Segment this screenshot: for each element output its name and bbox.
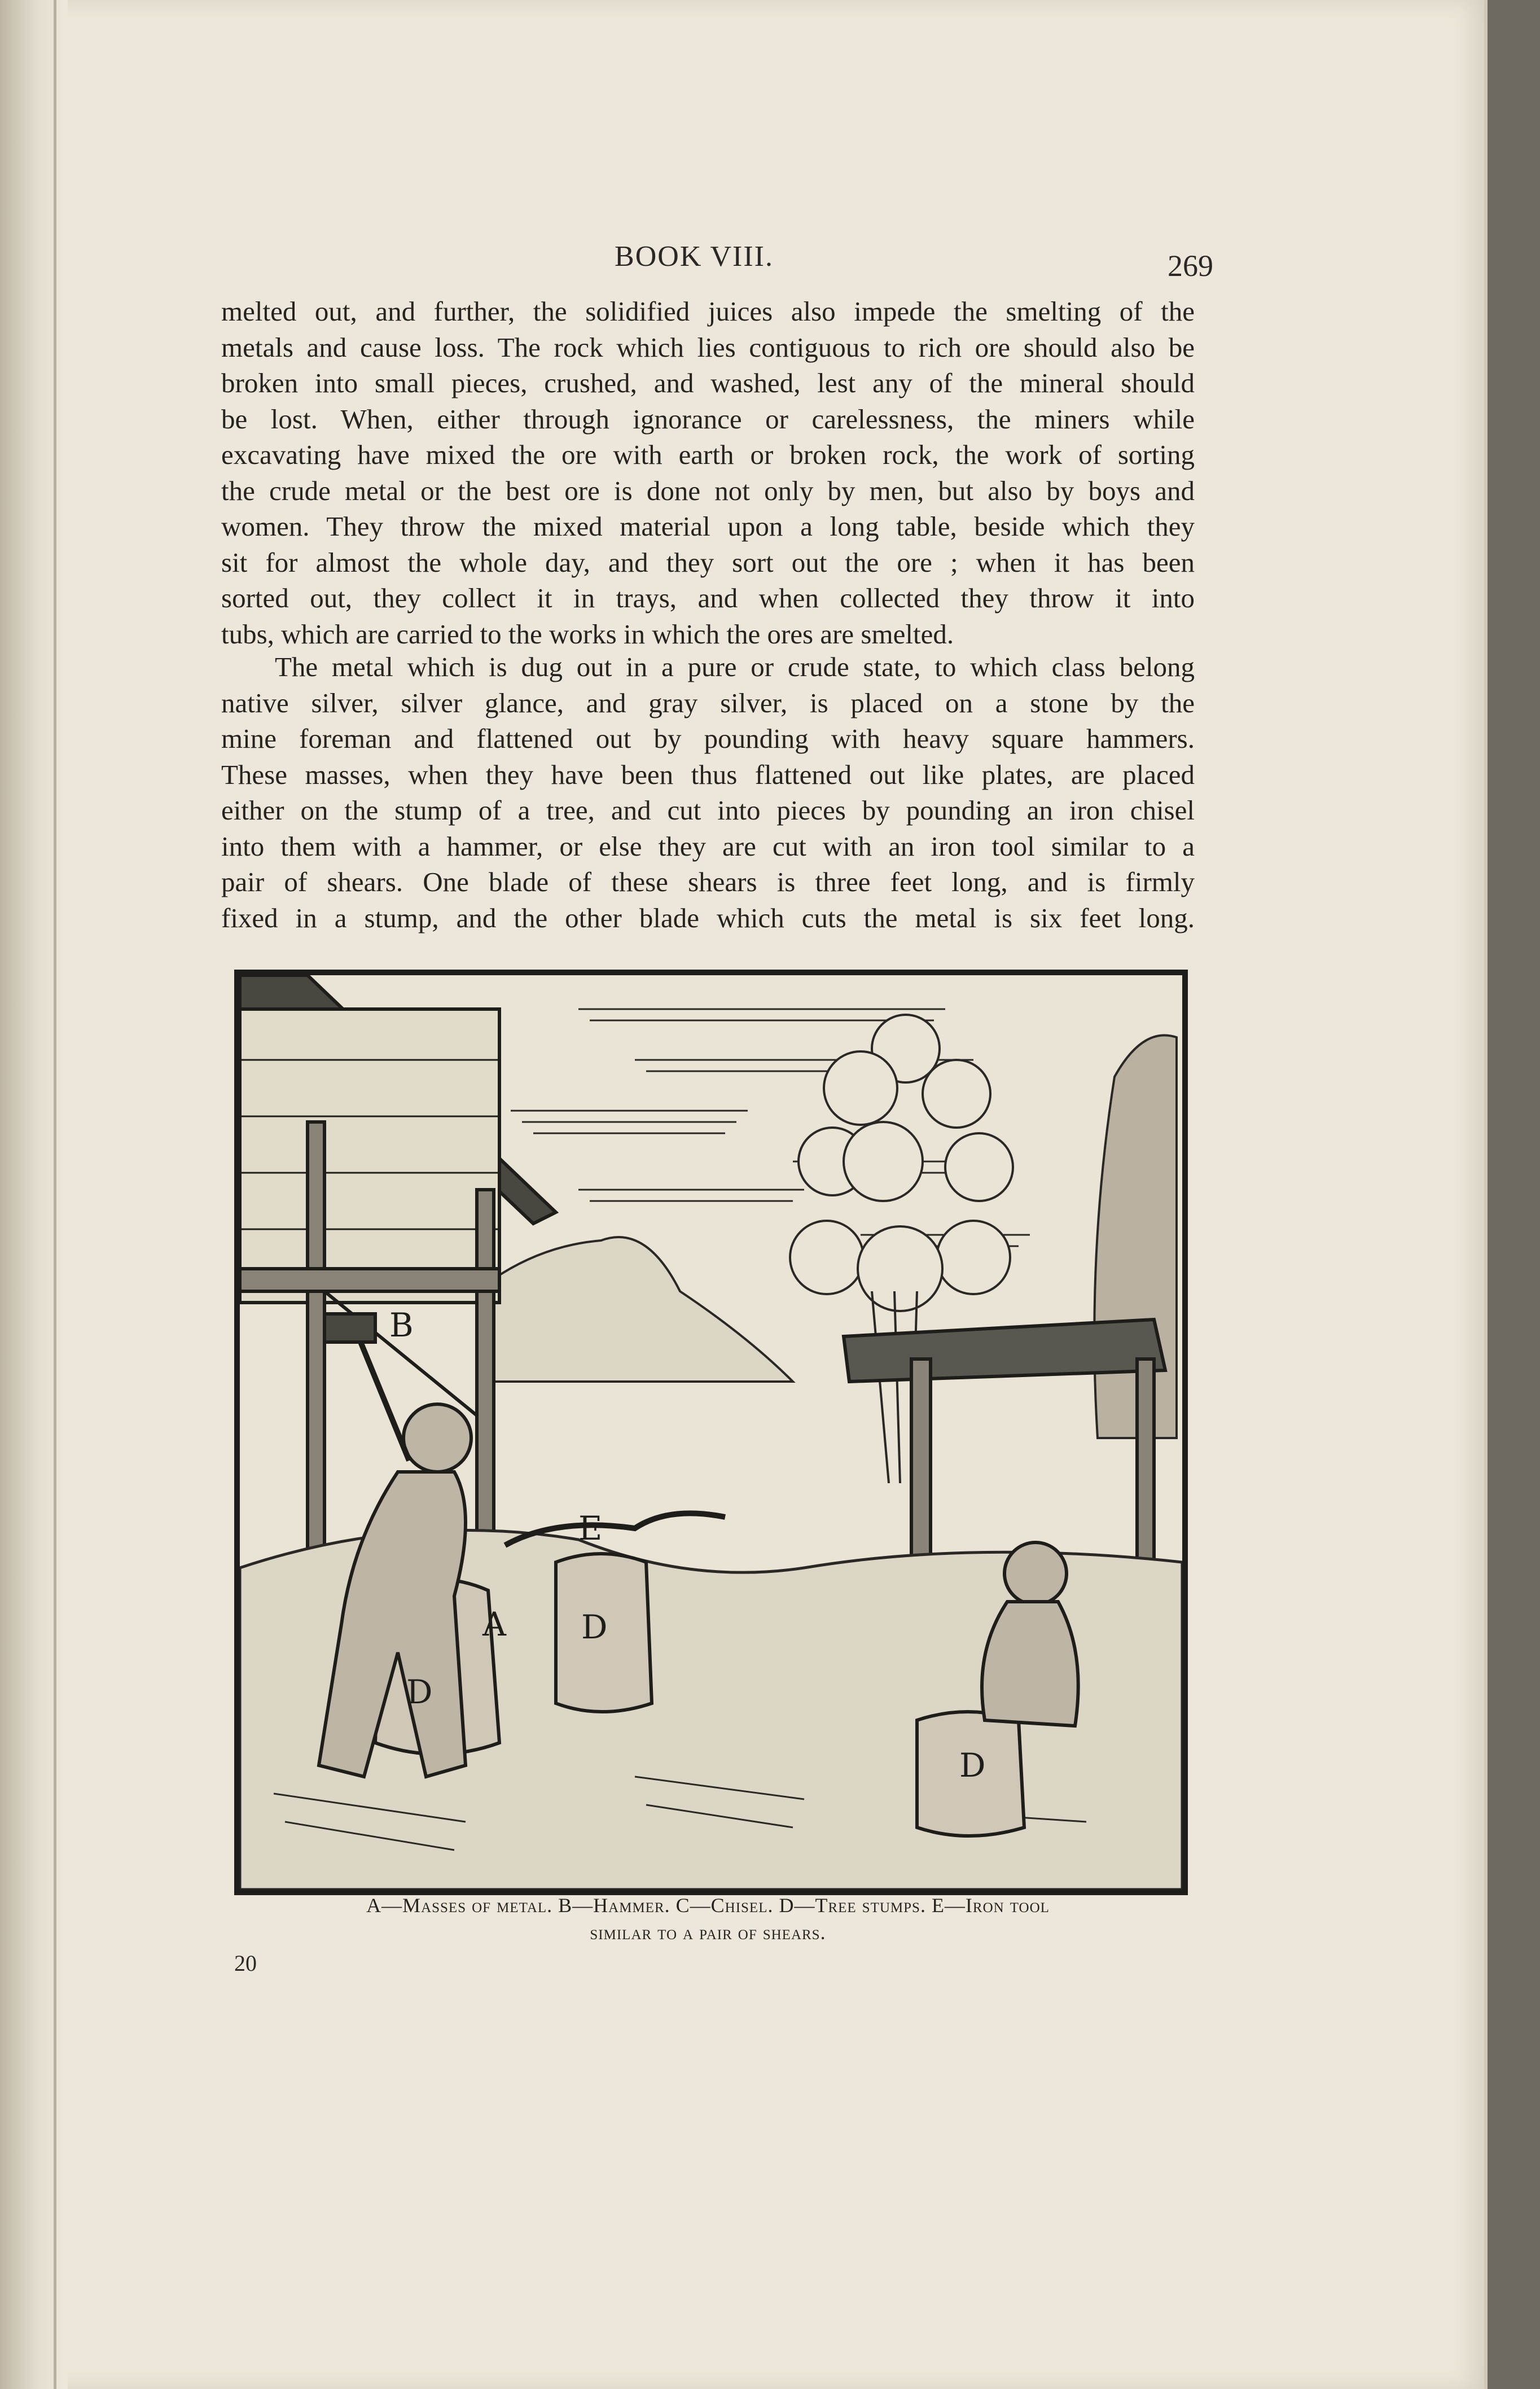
tree bbox=[790, 1015, 1013, 1483]
label-b: B bbox=[389, 1306, 414, 1344]
label-a: A bbox=[482, 1605, 506, 1643]
text-line: These masses, when they have been thus flattened out like plates, are placed bbox=[221, 759, 1195, 790]
label-d-left: D bbox=[406, 1673, 433, 1711]
mountain-left bbox=[477, 1237, 793, 1382]
woodcut-illustration bbox=[234, 970, 1188, 1895]
paragraph-1 bbox=[221, 293, 1195, 652]
page-gutter bbox=[0, 0, 68, 2389]
figure-caption bbox=[221, 1892, 1195, 1946]
text-line: tubs, which are carried to the works in which the ores are smelted. bbox=[221, 618, 954, 650]
label-e: E bbox=[578, 1509, 603, 1548]
text-line: women. They throw the mixed material upon a long table, beside which they bbox=[221, 511, 1195, 542]
caption-line-2: similar to a pair of shears. bbox=[590, 1921, 826, 1944]
page-number: 269 bbox=[1168, 249, 1213, 283]
label-d-center: D bbox=[581, 1608, 608, 1646]
text-line: mine foreman and flattened out by pounding with heavy square hammers. bbox=[221, 723, 1195, 754]
text-line: native silver, silver glance, and gray silver, is placed on a stone by the bbox=[221, 687, 1195, 718]
gutter-binding-line bbox=[54, 0, 56, 2389]
text-line: the crude metal or the best ore is done not only by men, but also by boys and bbox=[221, 475, 1195, 506]
label-d-right: D bbox=[959, 1746, 986, 1785]
text-line: fixed in a stump, and the other blade which cuts the metal is six feet long. bbox=[221, 902, 1195, 933]
text-line: pair of shears. One blade of these shears is three feet long, and is firmly bbox=[221, 866, 1195, 897]
text-line: sit for almost the whole day, and they sort out the ore ; when it has been bbox=[221, 546, 1195, 578]
text-line: metals and cause loss. The rock which lies contiguous to rich ore should also be bbox=[221, 331, 1195, 363]
text-line: either on the stump of a tree, and cut into pieces by pounding an iron chisel bbox=[221, 795, 1195, 826]
text-line: be lost. When, either through ignorance or carelessness, the miners while bbox=[221, 403, 1195, 435]
running-head: BOOK VIII. bbox=[615, 240, 774, 273]
text-line: sorted out, they collect it in trays, and when collected they throw it into bbox=[221, 582, 1195, 613]
woodcut-drawing bbox=[240, 975, 1182, 1890]
text-line: broken into small pieces, crushed, and washed, lest any of the mineral should bbox=[221, 367, 1195, 398]
paragraph-2 bbox=[221, 649, 1195, 936]
text-line: The metal which is dug out in a pure or crude state, to which class belong bbox=[275, 651, 1195, 682]
text-line: into them with a hammer, or else they are cut with an iron tool similar to a bbox=[221, 830, 1195, 862]
text-line: melted out, and further, the solidified juices also impede the smelting of the bbox=[221, 296, 1195, 327]
caption-line-1: A—Masses of metal. B—Hammer. C—Chisel. D—Tree stumps. E—Iron tool bbox=[366, 1894, 1050, 1917]
signature-mark: 20 bbox=[234, 1950, 257, 1976]
text-line: excavating have mixed the ore with earth or broken rock, the work of sorting bbox=[221, 439, 1195, 470]
